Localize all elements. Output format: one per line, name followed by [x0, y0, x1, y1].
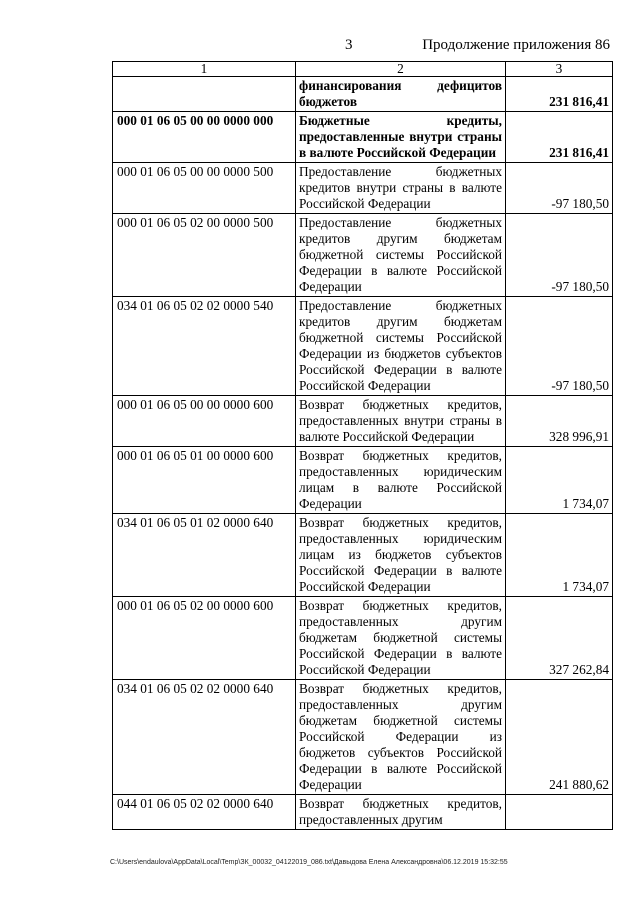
- amount-cell: 328 996,91: [506, 396, 613, 447]
- description-cell: Возврат бюджетных кредитов, предоставленных другим бюджетам бюджетной системы Российской Федерации из бюджетов субъектов Российской Федерации в валюте Российской Федерации: [296, 680, 506, 795]
- description-cell: Возврат бюджетных кредитов, предоставленных внутри страны в валюте Российской Федерации: [296, 396, 506, 447]
- code-cell: 000 01 06 05 00 00 0000 000: [113, 112, 296, 163]
- description-cell: Возврат бюджетных кредитов, предоставленных другим бюджетам бюджетной системы Российской Федерации в валюте Российской Федерации: [296, 597, 506, 680]
- table-row: [113, 297, 613, 396]
- column-number: 1: [113, 62, 296, 77]
- column-number: 2: [296, 62, 506, 77]
- table-row: [113, 597, 613, 680]
- amount-cell: -97 180,50: [506, 214, 613, 297]
- table-row: [113, 396, 613, 447]
- description-cell: Возврат бюджетных кредитов, предоставленных юридическим лицам из бюджетов субъектов Российской Федерации в валюте Российской Федерации: [296, 514, 506, 597]
- table-row: [113, 447, 613, 514]
- amount-cell: 241 880,62: [506, 680, 613, 795]
- column-number-row: [113, 62, 613, 77]
- amount-cell: 231 816,41: [506, 77, 613, 112]
- amount-cell: -97 180,50: [506, 163, 613, 214]
- table-row: [113, 680, 613, 795]
- code-cell: 000 01 06 05 00 00 0000 500: [113, 163, 296, 214]
- code-cell: 000 01 06 05 02 00 0000 500: [113, 214, 296, 297]
- budget-table: [112, 61, 613, 830]
- table-row: [113, 77, 613, 112]
- table-row: [113, 112, 613, 163]
- code-cell: 034 01 06 05 01 02 0000 640: [113, 514, 296, 597]
- amount-cell: 327 262,84: [506, 597, 613, 680]
- column-number: 3: [506, 62, 613, 77]
- table-row: [113, 163, 613, 214]
- amount-cell: 231 816,41: [506, 112, 613, 163]
- code-cell: [113, 77, 296, 112]
- amount-cell: -97 180,50: [506, 297, 613, 396]
- code-cell: 034 01 06 05 02 02 0000 540: [113, 297, 296, 396]
- description-cell: Предоставление бюджетных кредитов другим бюджетам бюджетной системы Российской Федерации в валюте Российской Федерации: [296, 214, 506, 297]
- code-cell: 044 01 06 05 02 02 0000 640: [113, 795, 296, 830]
- amount-cell: 1 734,07: [506, 514, 613, 597]
- code-cell: 000 01 06 05 01 00 0000 600: [113, 447, 296, 514]
- table-body: [113, 62, 613, 830]
- description-cell: Возврат бюджетных кредитов, предоставленных юридическим лицам в валюте Российской Федерации: [296, 447, 506, 514]
- table-row: [113, 214, 613, 297]
- table-row: [113, 514, 613, 597]
- continuation-label: Продолжение приложения 86: [422, 37, 610, 53]
- description-cell: Возврат бюджетных кредитов, предоставленных другим: [296, 795, 506, 830]
- code-cell: 000 01 06 05 00 00 0000 600: [113, 396, 296, 447]
- code-cell: 034 01 06 05 02 02 0000 640: [113, 680, 296, 795]
- table-row: [113, 795, 613, 830]
- description-cell: финансирования дефицитов бюджетов: [296, 77, 506, 112]
- description-cell: Бюджетные кредиты, предоставленные внутри страны в валюте Российской Федерации: [296, 112, 506, 163]
- description-cell: Предоставление бюджетных кредитов другим бюджетам бюджетной системы Российской Федерации из бюджетов субъектов Российской Федерации в валюте Российской Федерации: [296, 297, 506, 396]
- description-cell: Предоставление бюджетных кредитов внутри страны в валюте Российской Федерации: [296, 163, 506, 214]
- code-cell: 000 01 06 05 02 00 0000 600: [113, 597, 296, 680]
- page-number: 3: [345, 37, 353, 53]
- amount-cell: 1 734,07: [506, 447, 613, 514]
- amount-cell: [506, 795, 613, 830]
- footer-file-path: C:\Users\endaulova\AppData\Local\Temp\ЗК_00032_04122019_086.txt\Давыдова Елена Александровна\06.12.2019 15:32:55: [110, 859, 508, 866]
